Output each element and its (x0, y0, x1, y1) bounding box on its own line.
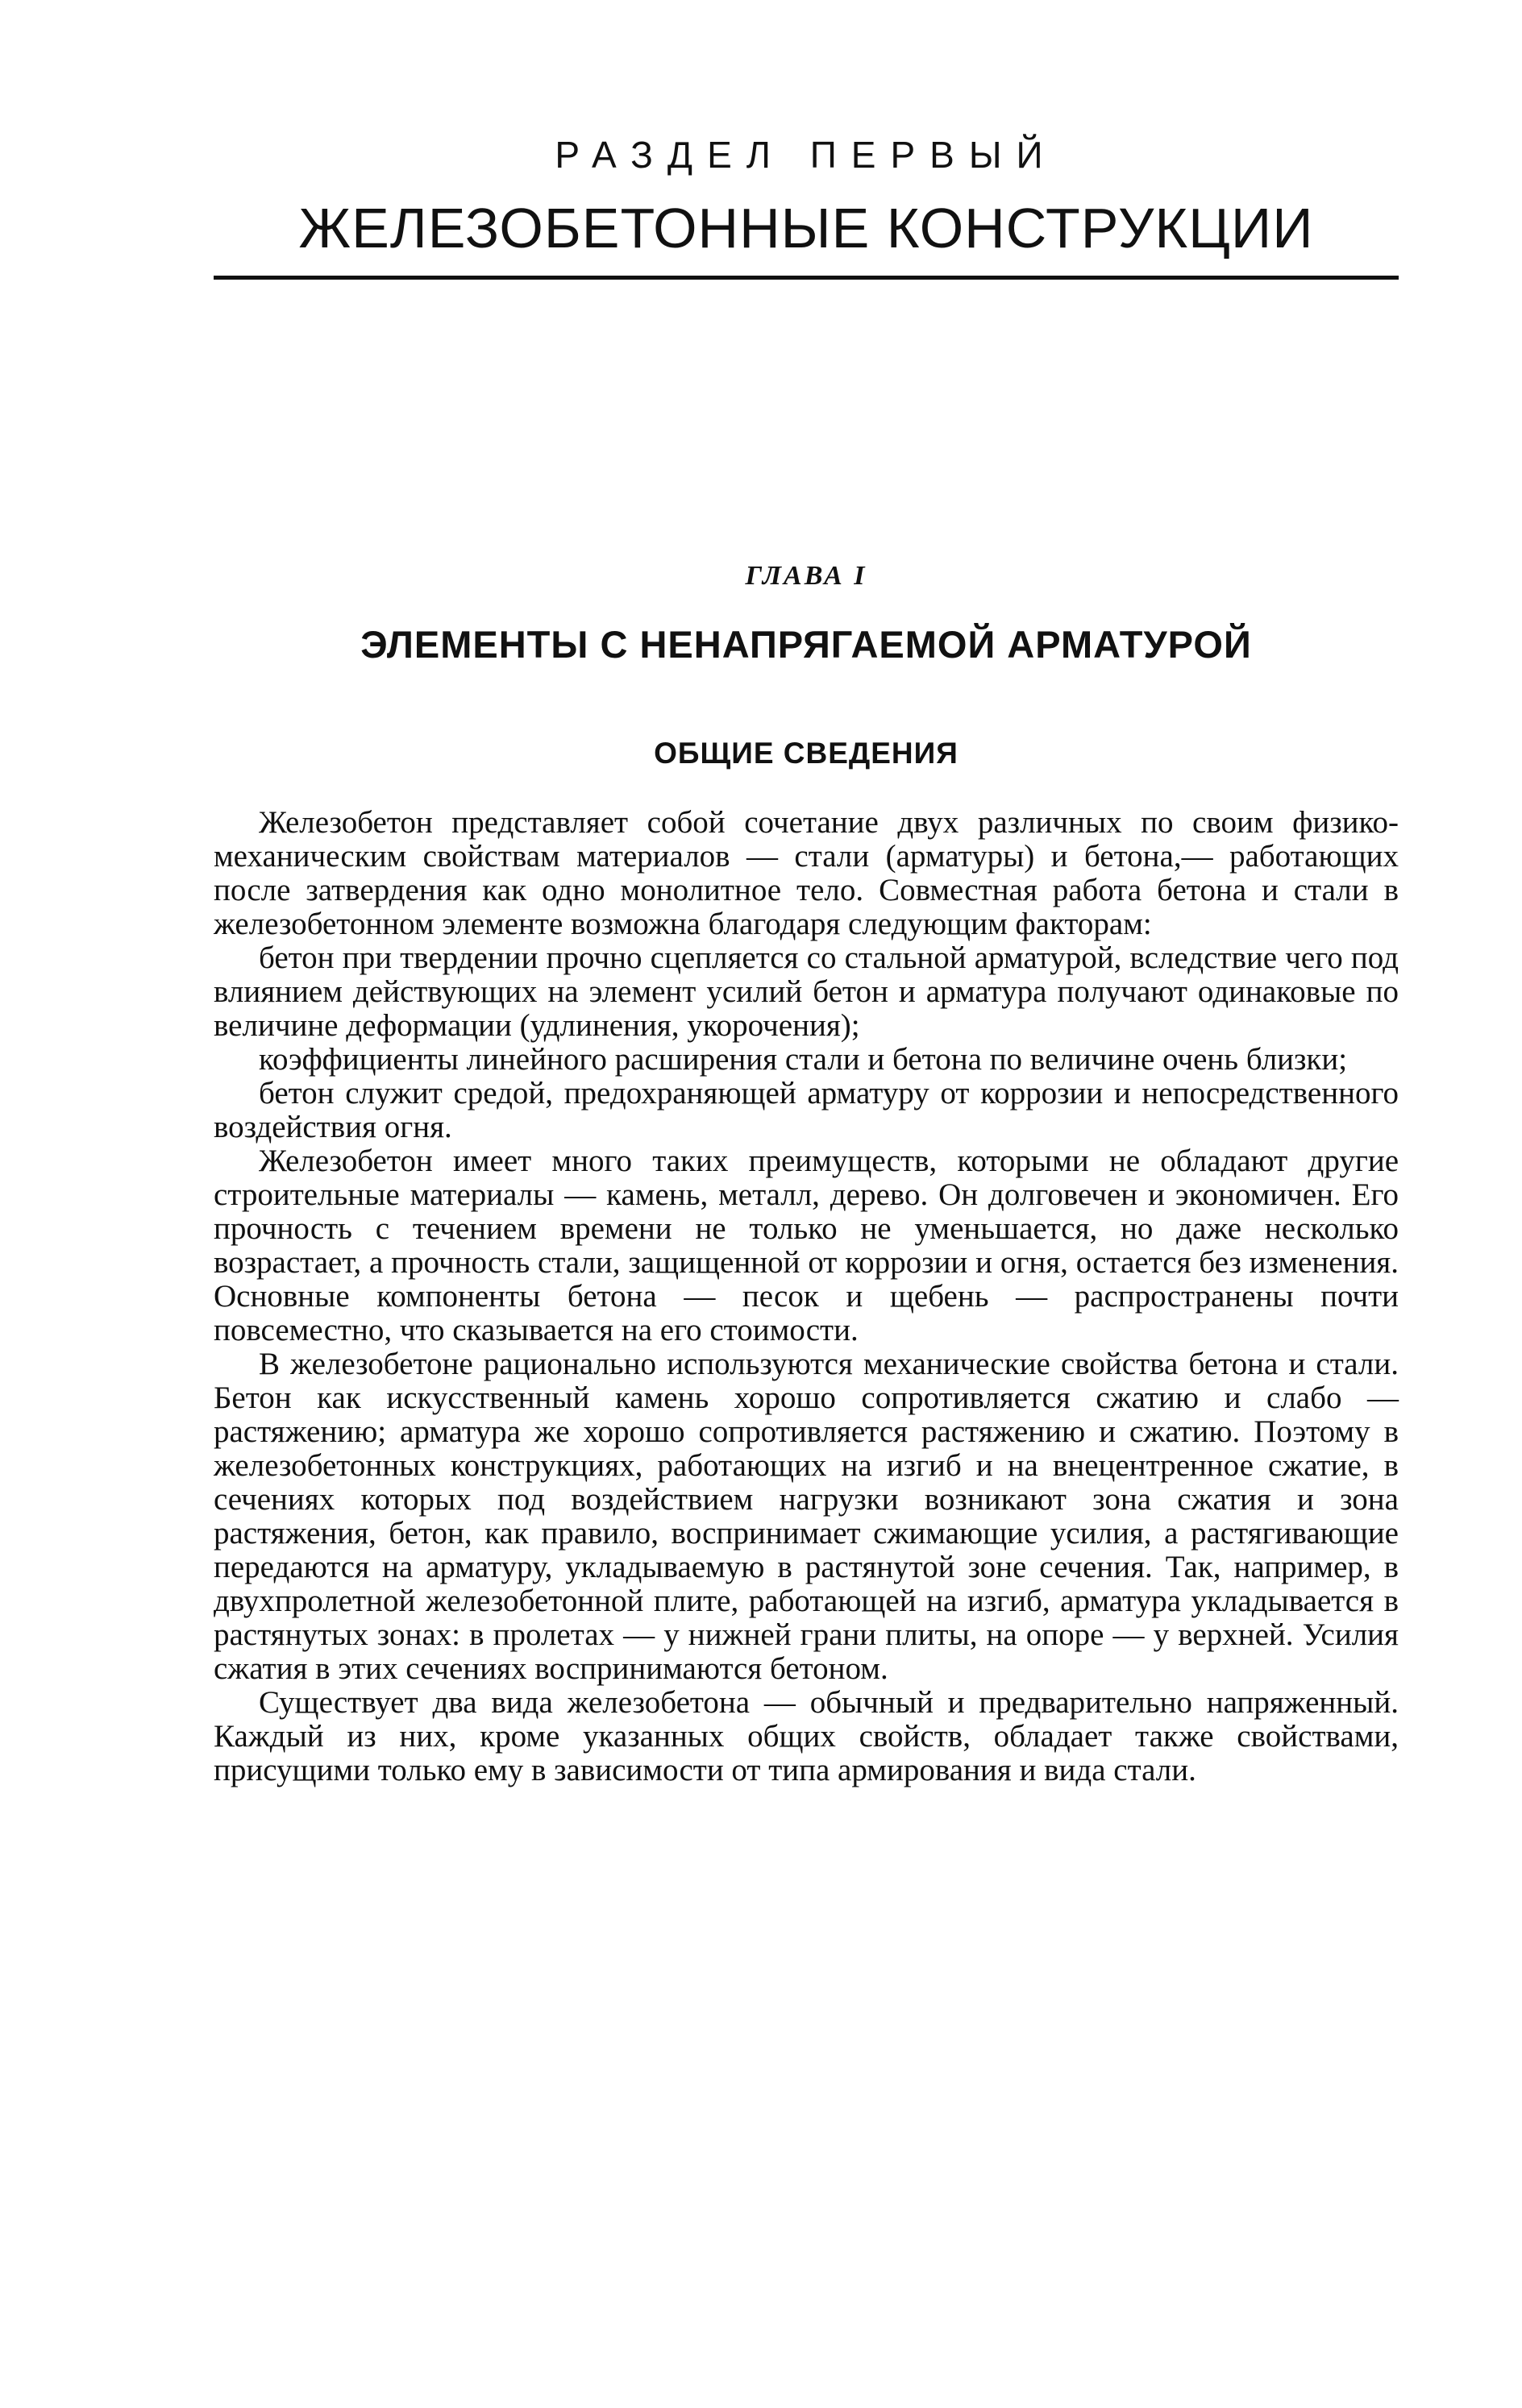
section-label: РАЗДЕЛ ПЕРВЫЙ (555, 134, 1058, 176)
chapter-title: ЭЛЕМЕНТЫ С НЕНАПРЯГАЕМОЙ АРМАТУРОЙ (360, 623, 1252, 666)
subsection-title: ОБЩИЕ СВЕДЕНИЯ (654, 737, 959, 770)
paragraph-factor-expansion: коэффициенты линейного расширения стали и бетона по величине очень близки; (259, 1042, 1348, 1077)
paragraph-factor-protection: бетон служит средой, предохраняющей арматуру от коррозии и непосредственного воздействия огня. (214, 1076, 1399, 1144)
chapter-label: ГЛАВА I (745, 561, 867, 591)
paragraph-advantages: Железобетон имеет много таких преимуществ, которыми не обладают другие строительные материалы — камень, металл, дерево. Он долговечен и экономичен. Его прочность с течением времени не только не уменьшается, но даже несколько возрастает, а прочность стали, защищенной от коррозии и огня, остается без изменения. Основные компоненты бетона — песок и щебень — распространены почти повсеместно, что сказывается на его стоимости. (214, 1144, 1399, 1347)
paragraph-factor-bond: бетон при твердении прочно сцепляется со стальной арматурой, вследствие чего под влиянием действующих на элемент усилий бетон и арматура получают одинаковые по величине деформации (удлинения, укорочения); (214, 940, 1399, 1043)
paragraph-mechanics: В железобетоне рационально используются механические свойства бетона и стали. Бетон как искусственный камень хорошо сопротивляется сжатию и слабо — растяжению; арматура же хорошо сопротивляется растяжению и сжатию. Поэтому в железобетонных конструкциях, работающих на изгиб и на внецентренное сжатие, в сечениях которых под воздействием нагрузки возникают зона сжатия и зона растяжения, бетон, как правило, воспринимает сжимающие усилия, а растягивающие передаются на арматуру, укладываемую в растянутой зоне сечения. Так, например, в двухпролетной железобетонной плите, работающей на изгиб, арматура укладывается в растянутых зонах: в пролетах — у нижней грани плиты, на опоре — у верхней. Усилия сжатия в этих сечениях воспринимаются бетоном. (214, 1347, 1399, 1686)
section-divider (214, 276, 1399, 280)
body-text (214, 806, 1399, 1787)
section-title: ЖЕЛЕЗОБЕТОННЫЕ КОНСТРУКЦИИ (298, 197, 1314, 259)
paragraph-types: Существует два вида железобетона — обычный и предварительно напряженный. Каждый из них, кроме указанных общих свойств, обладает также свойствами, присущими только ему в зависимости от типа армирования и вида стали. (214, 1685, 1399, 1787)
paragraph-intro: Железобетон представляет собой сочетание двух различных по своим физико-механическим свойствам материалов — стали (арматуры) и бетона,— работающих после затвердения как одно монолитное тело. Совместная работа бетона и стали в железобетонном элементе возможна благодаря следующим факторам: (214, 805, 1399, 941)
